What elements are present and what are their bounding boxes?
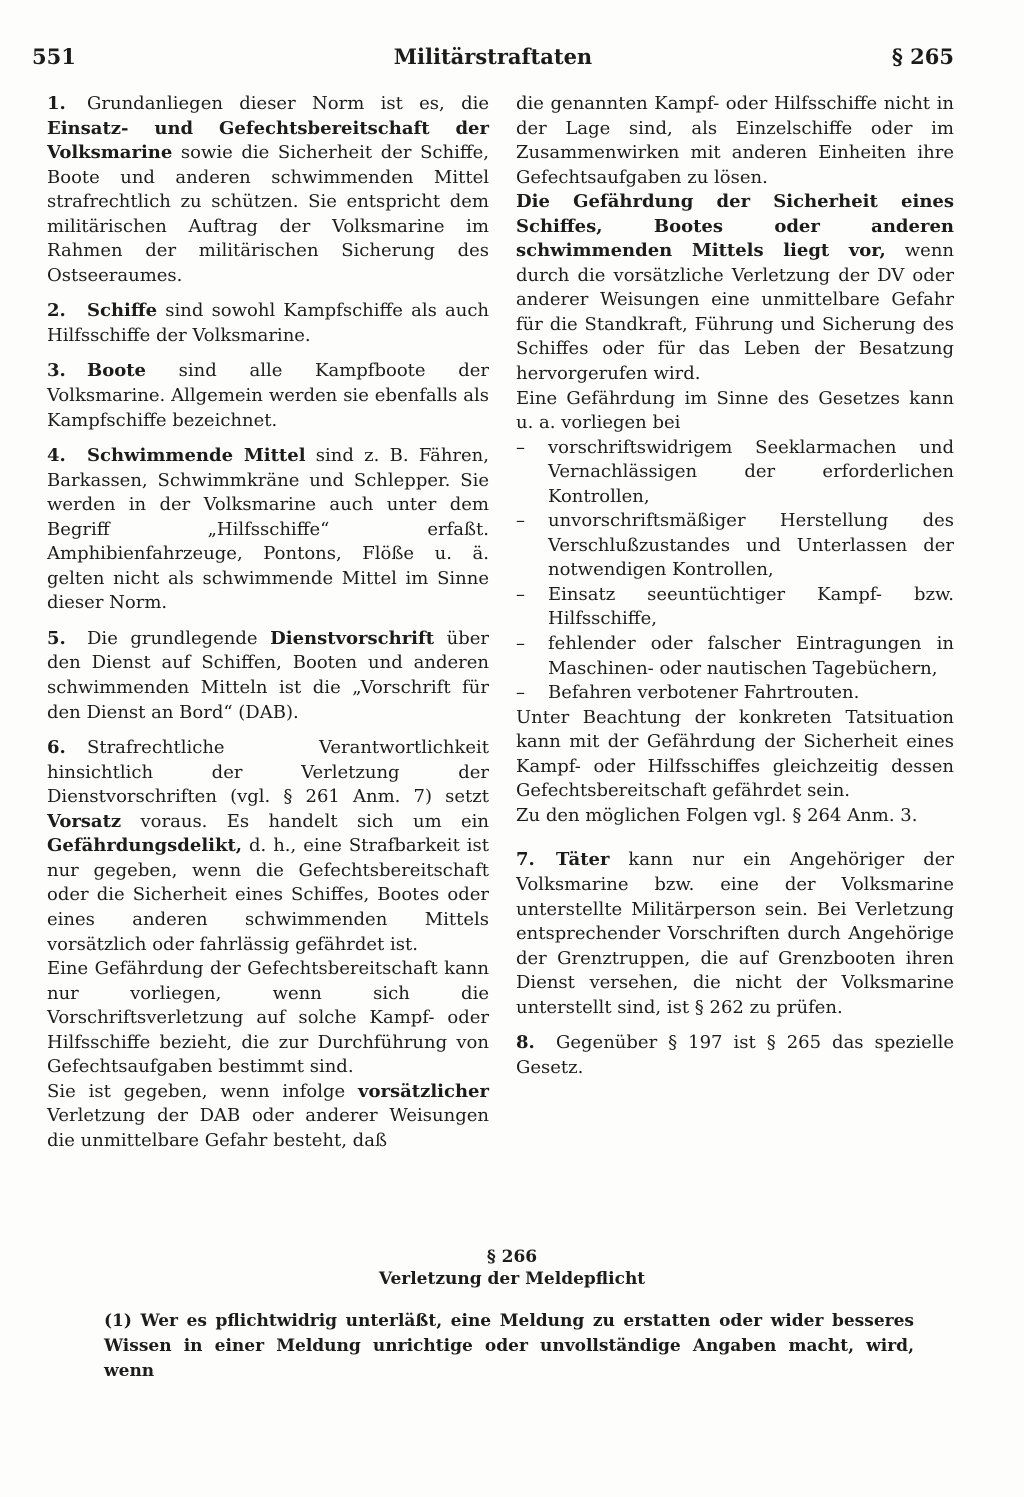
note-5 (47, 627, 489, 725)
note-text: wenn durch die vorsätzliche Verletzung der DV oder anderer Weisungen eine unmittelbare Gefahr für die Standkraft, Führung und Sicherung des Schiffes oder für das Leben der Besatzung hervorgerufen wird. (516, 240, 955, 385)
list-item: – fehlender oder falscher Eintragungen in Maschinen- oder nautischen Tagebüchern, (516, 632, 954, 681)
note-term: Schiffe (87, 300, 158, 322)
dash-list (516, 436, 954, 706)
section-title: Verletzung der Meldepflicht (378, 1269, 646, 1289)
note-number: 5. (47, 627, 66, 649)
page-header (32, 44, 954, 74)
list-item: – Befahren verbotener Fahrtrouten. (516, 681, 954, 706)
list-item: – Einsatz seeuntüchtiger Kampf- bzw. Hilfsschiffe, (516, 583, 954, 632)
note-1 (47, 92, 489, 288)
note-number: 2. (47, 300, 66, 322)
section-marker: § 265 (891, 44, 954, 69)
note-6-paragraph (47, 1080, 489, 1154)
note-4 (47, 444, 489, 616)
note-text: sowie die Sicherheit der Schiffe, Boote und anderen schwimmenden Mittel strafrechtlich zu schützen. Sie entspricht dem militärischen Auftrag der Volksmarine im Rahmen der militärischen Sicherung des Ostseeraumes. (47, 142, 489, 286)
note-6-paragraph: Zu den möglichen Folgen vgl. § 264 Anm. 3. (516, 804, 918, 826)
note-text: Gegenüber § 197 ist § 265 das spezielle Gesetz. (516, 1032, 954, 1078)
note-6-paragraph: Unter Beachtung der konkreten Tatsituation kann mit der Gefährdung der Sicherheit eines Kampf- oder Hilfsschiffes gleichzeitig dessen Gefechtsbereitschaft gefährdet sein. (516, 706, 954, 802)
note-term: vorsätzlicher (358, 1080, 489, 1102)
page-number: 551 (32, 44, 76, 69)
note-8 (516, 1031, 954, 1080)
note-text: sind alle Kampfboote der Volksmarine. Allgemein werden sie ebenfalls als Kampfschiffe bezeichnet. (47, 360, 489, 431)
note-term: Einsatz- und Gefechtsbereitschaft der Volksmarine (47, 117, 489, 164)
list-item: – vorschriftswidrigem Seeklarmachen und Vernachlässigen der erforderlichen Kontrollen, (516, 436, 954, 510)
note-number: 1. (47, 93, 66, 114)
note-term: Boote (87, 360, 146, 382)
note-text: Die grundlegende (87, 627, 271, 649)
section-number: § 266 (486, 1247, 538, 1267)
note-6-paragraph: Eine Gefährdung der Gefechtsbereitschaft kann nur vorliegen, wenn sich die Vorschriftsverletzung auf solche Kampf- oder Hilfsschiffe bezieht, die zur Durchführung von Gefechtsaufgaben bestimmt sind. (47, 958, 489, 1078)
note-term: Täter (556, 849, 610, 871)
note-number: 4. (47, 445, 66, 467)
note-number: 8. (516, 1032, 535, 1054)
note-2 (47, 299, 489, 348)
note-text: Grundanliegen dieser Norm ist es, die (87, 93, 489, 114)
note-text: über den Dienst auf Schiffen, Booten und anderen schwimmenden Mitteln ist die „Vorschrift für den Dienst an Bord“ (DAB). (47, 627, 489, 723)
note-text: kann nur ein Angehöriger der Volksmarine bzw. eine der Volksmarine unterstellte Militärperson sein. Bei Verletzung entsprechender Vorschriften durch Angehörige der Grenztruppen, die auf Grenzbooten ihren Dienst versehen, die nicht der Volksmarine unterstellt sind, ist § 262 zu prüfen. (516, 849, 954, 1018)
note-6 (47, 736, 489, 957)
note-text: sind sowohl Kampfschiffe als auch Hilfsschiffe der Volksmarine. (47, 300, 489, 346)
note-text: voraus. Es handelt sich um ein (121, 810, 489, 832)
note-6-continuation: die genannten Kampf- oder Hilfsschiffe nicht in der Lage sind, als Einzelschiffe oder im Zusammenwirken mit anderen Einheiten ihre Gefechtsaufgaben zu lösen. (516, 93, 954, 188)
note-text: Verletzung der DAB oder anderer Weisungen die unmittelbare Gefahr besteht, daß (47, 1105, 489, 1151)
section-paragraph: (1) Wer es pflichtwidrig unterläßt, eine Meldung zu erstatten oder wider besseres Wissen in einer Meldung unrichtige oder unvollständige Angaben macht, wird, wenn (104, 1311, 914, 1381)
note-text: d. h., eine Strafbarkeit ist nur gegeben, wenn die Gefechtsbereitschaft oder die Sicherheit eines Schiffes, Bootes oder eines anderen schwimmenden Mittels vorsätzlich oder fahrlässig gefährdet ist. (47, 835, 489, 955)
note-term: Die Gefährdung der Sicherheit eines Schiffes, Bootes oder anderen schwimmenden Mittels liegt vor, (516, 191, 954, 262)
note-term: Schwimmende Mittel (87, 445, 306, 467)
note-6-paragraph: Eine Gefährdung im Sinne des Gesetzes kann u. a. vorliegen bei (516, 387, 954, 434)
left-column (47, 92, 489, 1153)
note-6-paragraph (516, 190, 954, 386)
note-term: Dienstvorschrift (270, 627, 435, 649)
note-text: sind z. B. Fähren, Barkassen, Schwimmkräne und Schlepper. Sie werden in der Volksmarine auch unter dem Begriff „Hilfsschiffe“ erfaßt. Amphibienfahrzeuge, Pontons, Flöße u. ä. gelten nicht als schwimmende Mittel im Sinne dieser Norm. (47, 445, 489, 614)
note-text: Sie ist gegeben, wenn infolge (47, 1080, 359, 1102)
note-number: 7. (516, 849, 535, 871)
note-3 (47, 359, 489, 433)
note-number: 6. (47, 737, 66, 759)
note-term: Vorsatz (47, 810, 122, 832)
note-7 (516, 848, 954, 1020)
note-term: Gefährdungsdelikt, (47, 835, 243, 857)
note-number: 3. (47, 360, 66, 382)
list-item: – unvorschriftsmäßiger Herstellung des Verschlußzustandes und Unterlassen der notwendigen Kontrollen, (516, 509, 954, 583)
note-text: Strafrechtliche Verantwortlichkeit hinsichtlich der Verletzung der Dienstvorschriften (vgl. § 261 Anm. 7) setzt (47, 737, 489, 808)
running-title: Militärstraftaten (393, 44, 593, 69)
right-column (516, 92, 954, 1080)
